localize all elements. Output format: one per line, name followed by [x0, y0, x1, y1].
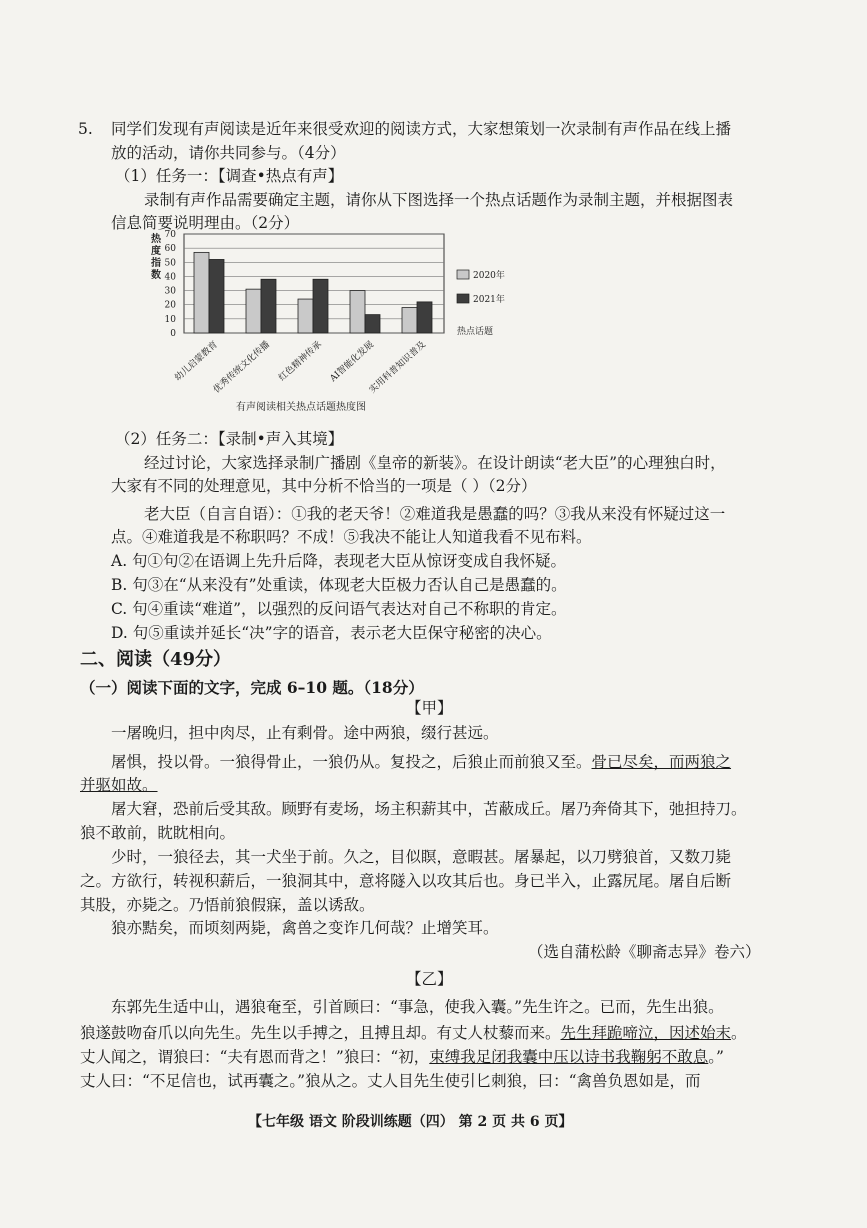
- underlined-sentence: 骨已尽矣，而两狼之: [591, 753, 732, 771]
- jia-paragraph-3-line2: 狼不敢前，眈眈相向。: [80, 824, 236, 842]
- page-footer: 【七年级 语文 阶段训练题（四） 第 2 页 共 6 页】: [248, 1114, 573, 1130]
- x-tick-label: AI智能化发展: [328, 339, 377, 385]
- option-b: B. 句③在“从来没有”处重读，体现老大臣极力否认自己是愚蠢的。: [111, 576, 567, 594]
- bar: [417, 302, 432, 333]
- passage-yi-label: 【乙】: [406, 970, 453, 988]
- bar: [194, 252, 209, 333]
- y-tick-label: 0: [170, 329, 176, 339]
- y-axis-label: 热: [151, 234, 161, 245]
- jia-paragraph-4-line3: 其股，亦毙之。乃悟前狼假寐，盖以诱敌。: [80, 896, 375, 914]
- task2-title: （2）任务二：【录制•声入其境】: [115, 430, 344, 448]
- y-axis-label: 度: [151, 246, 161, 257]
- x-axis-label: 热点话题: [457, 327, 494, 337]
- bar: [350, 291, 365, 333]
- bar: [298, 299, 313, 333]
- hot-topic-bar-chart: [140, 228, 530, 418]
- jia-paragraph-3-line1: 屠大窘，恐前后受其敌。顾野有麦场，场主积薪其中，苫蔽成丘。屠乃奔倚其下，弛担持刀。: [111, 800, 747, 818]
- task2-text-line1: 经过讨论，大家选择录制广播剧《皇帝的新装》。在设计朗读“老大臣”的心理独白时，: [144, 454, 726, 472]
- bar: [261, 279, 276, 333]
- bar: [246, 289, 261, 333]
- yi-line3: 丈人闻之，谓狼曰：“夫有恩而背之！”狼曰：“初，束缚我足闭我囊中压以诗书我鞠躬不敢息。”: [80, 1048, 724, 1066]
- y-tick-label: 60: [164, 244, 176, 255]
- q5-stem-line2: 放的活动，请你共同参与。（4分）: [111, 144, 346, 162]
- yi-line2: 狼遂鼓吻奋爪以向先生。先生以手搏之，且搏且却。有丈人杖藜而来。先生拜跪啼泣，因述始末。: [80, 1024, 747, 1042]
- y-tick-label: 30: [164, 286, 176, 297]
- q5-stem-line1: 同学们发现有声阅读是近年来很受欢迎的阅读方式，大家想策划一次录制有声作品在线上播: [111, 120, 732, 138]
- task2-text-line2: 大家有不同的处理意见，其中分析不恰当的一项是（ ）（2分）: [111, 477, 537, 495]
- jia-paragraph-2-cont: 并驱如故。: [80, 776, 158, 794]
- y-tick-label: 10: [164, 314, 176, 325]
- legend-swatch: [457, 270, 469, 279]
- jia-paragraph-1: 一屠晚归，担中肉尽，止有剩骨。途中两狼，缀行甚远。: [111, 724, 499, 742]
- option-c: C. 句④重读“难道”，以强烈的反问语气表达对自己不称职的肯定。: [111, 600, 567, 618]
- y-tick-label: 70: [164, 230, 176, 240]
- x-tick-label: 优秀传统文化传播: [211, 339, 273, 396]
- legend-label: 2021年: [473, 295, 505, 305]
- jia-paragraph-2: 屠惧，投以骨。一狼得骨止，一狼仍从。复投之，后狼止而前狼又至。骨已尽矣，而两狼之: [111, 753, 732, 771]
- jia-paragraph-4-line2: 之。方欲行，转视积薪后，一狼洞其中，意将隧入以攻其后也。身已半入，止露尻尾。屠自后断: [80, 872, 732, 890]
- quote-line2: 点。④难道我是不称职吗？不成！⑤我决不能让人知道我看不见布料。: [111, 528, 592, 546]
- underlined-sentence: 先生拜跪啼泣，因述始末: [560, 1024, 732, 1042]
- option-d: D. 句⑤重读并延长“决”字的语音，表示老大臣保守秘密的决心。: [111, 624, 552, 642]
- x-tick-label: 实用科普知识普及: [367, 339, 429, 396]
- section-subtitle: （一）阅读下面的文字，完成 6–10 题。（18分）: [80, 678, 424, 697]
- yi-line4: 丈人曰：“不足信也，试再囊之。”狼从之。丈人目先生使引匕刺狼，曰：“禽兽负恩如是，而: [80, 1072, 701, 1090]
- jia-paragraph-4-line1: 少时，一狼径去，其一犬坐于前。久之，目似瞑，意暇甚。屠暴起，以刀劈狼首，又数刀毙: [111, 848, 732, 866]
- option-a: A. 句①句②在语调上先升后降，表现老大臣从惊讶变成自我怀疑。: [111, 552, 567, 570]
- y-tick-label: 50: [164, 258, 176, 269]
- quote-line1: 老大臣（自言自语）：①我的老天爷！②难道我是愚蠢的吗？③我从来没有怀疑过这一: [144, 505, 726, 523]
- jia-paragraph-5: 狼亦黠矣，而顷刻两毙，禽兽之变诈几何哉？止增笑耳。: [111, 919, 499, 937]
- bar: [365, 315, 380, 333]
- y-axis-label: 指: [151, 258, 161, 269]
- y-axis-label: 数: [151, 270, 161, 281]
- y-tick-label: 20: [164, 300, 176, 311]
- x-tick-label: 幼儿启蒙教育: [173, 339, 221, 384]
- question-number: 5.: [78, 120, 93, 138]
- bar: [209, 259, 224, 333]
- underlined-sentence: 束缚我足闭我囊中压以诗书我鞠躬不敢息: [429, 1048, 709, 1066]
- passage-jia-label: 【甲】: [406, 699, 453, 717]
- yi-line1: 东郭先生适中山，遇狼奄至，引首顾曰：“事急，使我入囊。”先生许之。已而，先生出狼。: [111, 998, 724, 1016]
- task1-text-line2: 信息简要说明理由。（2分）: [111, 214, 300, 232]
- legend-swatch: [457, 294, 469, 303]
- section-title: 二、阅读（49分）: [80, 649, 232, 670]
- task1-title: （1）任务一：【调查•热点有声】: [115, 167, 344, 185]
- legend-label: 2020年: [473, 271, 505, 281]
- bar: [313, 279, 328, 333]
- chart-title: 有声阅读相关热点话题热度图: [236, 402, 366, 413]
- y-tick-label: 40: [164, 272, 176, 283]
- jia-source: （选自蒲松龄《聊斋志异》卷六）: [528, 943, 761, 961]
- bar: [402, 308, 417, 333]
- x-tick-label: 红色精神传承: [277, 339, 325, 384]
- task1-text-line1: 录制有声作品需要确定主题，请你从下图选择一个热点话题作为录制主题，并根据图表: [144, 191, 734, 209]
